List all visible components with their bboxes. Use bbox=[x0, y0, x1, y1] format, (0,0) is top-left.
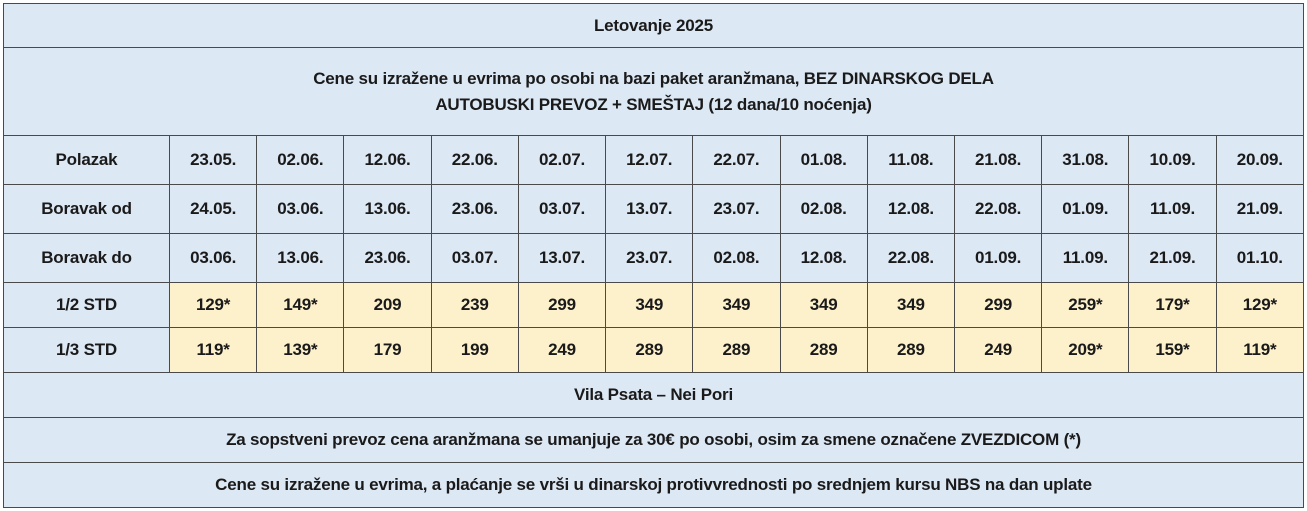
table-cell: 21.09. bbox=[1216, 185, 1303, 234]
table-cell: 149* bbox=[257, 283, 344, 328]
table-cell: 23.06. bbox=[431, 185, 518, 234]
table-cell: 13.06. bbox=[257, 234, 344, 283]
table-cell: 03.07. bbox=[431, 234, 518, 283]
table-cell: 23.07. bbox=[606, 234, 693, 283]
table-cell: 289 bbox=[606, 328, 693, 373]
table-cell: 11.08. bbox=[867, 136, 954, 185]
subtitle-line-2: AUTOBUSKI PREVOZ + SMEŠTAJ (12 dana/10 noćenja) bbox=[435, 94, 872, 114]
row-label: 1/2 STD bbox=[4, 283, 170, 328]
table-cell: 31.08. bbox=[1042, 136, 1129, 185]
table-cell: 159* bbox=[1129, 328, 1216, 373]
table-cell: 21.08. bbox=[954, 136, 1041, 185]
table-cell: 249 bbox=[954, 328, 1041, 373]
table-cell: 13.07. bbox=[518, 234, 605, 283]
table-cell: 179* bbox=[1129, 283, 1216, 328]
row-std-third bbox=[4, 328, 1304, 373]
table-cell: 12.08. bbox=[780, 234, 867, 283]
table-cell: 289 bbox=[867, 328, 954, 373]
table-subtitle bbox=[4, 48, 1304, 136]
villa-name-row bbox=[4, 373, 1304, 418]
row-label: Polazak bbox=[4, 136, 170, 185]
table-cell: 02.06. bbox=[257, 136, 344, 185]
subtitle-line-1: Cene su izražene u evrima po osobi na bazi paket aranžmana, BEZ DINARSKOG DELA bbox=[313, 68, 994, 88]
table-cell: 119* bbox=[170, 328, 257, 373]
table-cell: 249 bbox=[518, 328, 605, 373]
table-cell: 22.08. bbox=[867, 234, 954, 283]
table-cell: 13.06. bbox=[344, 185, 431, 234]
table-cell: 21.09. bbox=[1129, 234, 1216, 283]
row-boravak-od bbox=[4, 185, 1304, 234]
table-cell: 02.07. bbox=[518, 136, 605, 185]
table-cell: 12.06. bbox=[344, 136, 431, 185]
table-cell: 129* bbox=[170, 283, 257, 328]
table-cell: 03.07. bbox=[518, 185, 605, 234]
table-cell: 01.09. bbox=[954, 234, 1041, 283]
table-cell: 01.10. bbox=[1216, 234, 1303, 283]
payment-note: Cene su izražene u evrima, a plaćanje se vrši u dinarskoj protivvrednosti po srednjem kursu NBS na dan uplate bbox=[4, 463, 1304, 508]
table-cell: 349 bbox=[693, 283, 780, 328]
table-cell: 299 bbox=[954, 283, 1041, 328]
table-cell: 11.09. bbox=[1042, 234, 1129, 283]
table-cell: 13.07. bbox=[606, 185, 693, 234]
table-cell: 129* bbox=[1216, 283, 1303, 328]
row-boravak-do bbox=[4, 234, 1304, 283]
table-cell: 349 bbox=[867, 283, 954, 328]
table-cell: 22.07. bbox=[693, 136, 780, 185]
table-cell: 259* bbox=[1042, 283, 1129, 328]
table-cell: 12.08. bbox=[867, 185, 954, 234]
table-title: Letovanje 2025 bbox=[4, 4, 1304, 48]
row-label: 1/3 STD bbox=[4, 328, 170, 373]
title-row bbox=[4, 4, 1304, 48]
table-cell: 289 bbox=[693, 328, 780, 373]
table-cell: 139* bbox=[257, 328, 344, 373]
table-cell: 349 bbox=[780, 283, 867, 328]
row-label: Boravak od bbox=[4, 185, 170, 234]
own-transport-note: Za sopstveni prevoz cena aranžmana se umanjuje za 30€ po osobi, osim za smene označene ZVEZDICOM (*) bbox=[4, 418, 1304, 463]
table-cell: 20.09. bbox=[1216, 136, 1303, 185]
price-table bbox=[3, 3, 1304, 508]
table-cell: 03.06. bbox=[257, 185, 344, 234]
table-cell: 199 bbox=[431, 328, 518, 373]
table-cell: 12.07. bbox=[606, 136, 693, 185]
table-cell: 22.08. bbox=[954, 185, 1041, 234]
table-cell: 119* bbox=[1216, 328, 1303, 373]
table-cell: 299 bbox=[518, 283, 605, 328]
table-cell: 03.06. bbox=[170, 234, 257, 283]
villa-name: Vila Psata – Nei Pori bbox=[4, 373, 1304, 418]
row-std-half bbox=[4, 283, 1304, 328]
table-cell: 23.07. bbox=[693, 185, 780, 234]
table-cell: 11.09. bbox=[1129, 185, 1216, 234]
table-cell: 24.05. bbox=[170, 185, 257, 234]
table-cell: 01.09. bbox=[1042, 185, 1129, 234]
payment-note-row bbox=[4, 463, 1304, 508]
table-cell: 289 bbox=[780, 328, 867, 373]
table-cell: 22.06. bbox=[431, 136, 518, 185]
subtitle-row bbox=[4, 48, 1304, 136]
table-cell: 02.08. bbox=[693, 234, 780, 283]
table-cell: 10.09. bbox=[1129, 136, 1216, 185]
table-cell: 209* bbox=[1042, 328, 1129, 373]
table-cell: 23.05. bbox=[170, 136, 257, 185]
own-transport-note-row bbox=[4, 418, 1304, 463]
row-polazak bbox=[4, 136, 1304, 185]
table-cell: 349 bbox=[606, 283, 693, 328]
table-cell: 209 bbox=[344, 283, 431, 328]
table-cell: 179 bbox=[344, 328, 431, 373]
table-cell: 23.06. bbox=[344, 234, 431, 283]
row-label: Boravak do bbox=[4, 234, 170, 283]
table-cell: 239 bbox=[431, 283, 518, 328]
table-cell: 02.08. bbox=[780, 185, 867, 234]
table-cell: 01.08. bbox=[780, 136, 867, 185]
